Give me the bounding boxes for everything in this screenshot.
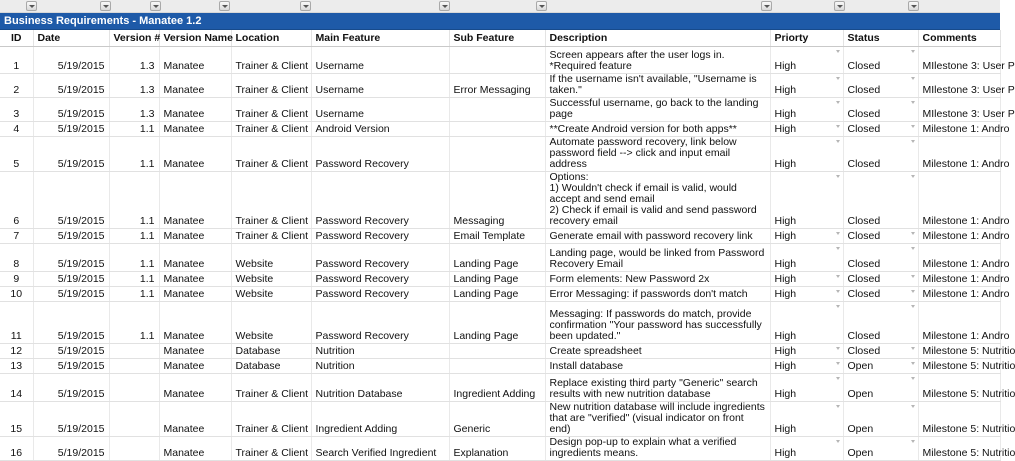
cell-description[interactable]: Options: 1) Wouldn't check if email is valid, would accept and send email 2) Check if email is valid and send password recovery email xyxy=(545,171,770,228)
column-filter-button[interactable] xyxy=(834,1,845,11)
cell-location[interactable]: Database xyxy=(231,358,311,373)
cell-main-feature[interactable]: Username xyxy=(311,46,449,73)
cell-sub-feature[interactable] xyxy=(449,343,545,358)
cell-location[interactable]: Trainer & Client xyxy=(231,436,311,460)
cell-version-name[interactable]: Manatee xyxy=(159,286,231,301)
header-row xyxy=(0,30,1000,46)
cell-status[interactable]: Open xyxy=(843,358,918,373)
cell-date[interactable]: 5/19/2015 xyxy=(33,121,109,136)
table-row[interactable] xyxy=(0,271,1000,286)
cell-sub-feature[interactable] xyxy=(449,358,545,373)
cell-status[interactable]: Closed xyxy=(843,97,918,121)
cell-sub-feature[interactable]: Messaging xyxy=(449,171,545,228)
cell-status[interactable]: Closed xyxy=(843,271,918,286)
cell-main-feature[interactable]: Username xyxy=(311,73,449,97)
cell-sub-feature[interactable]: Ingredient Adding xyxy=(449,373,545,401)
cell-date[interactable]: 5/19/2015 xyxy=(33,271,109,286)
cell-main-feature[interactable]: Nutrition Database xyxy=(311,373,449,401)
cell-sub-feature[interactable]: Landing Page xyxy=(449,286,545,301)
cell-location[interactable]: Website xyxy=(231,286,311,301)
cell-date[interactable]: 5/19/2015 xyxy=(33,243,109,271)
cell-comments[interactable]: MIlestone 3: User P xyxy=(918,73,1000,97)
cell-id[interactable]: 12 xyxy=(0,343,33,358)
cell-priority[interactable]: High xyxy=(770,46,843,73)
cell-description[interactable]: Successful username, go back to the landing page xyxy=(545,97,770,121)
cell-status[interactable]: Closed xyxy=(843,301,918,343)
cell-priority[interactable]: High xyxy=(770,136,843,171)
cell-location[interactable]: Trainer & Client xyxy=(231,171,311,228)
cell-location[interactable]: Trainer & Client xyxy=(231,97,311,121)
cell-description[interactable]: Replace existing third party "Generic" search results with new nutrition database xyxy=(545,373,770,401)
column-filter-button[interactable] xyxy=(26,1,37,11)
column-header-version[interactable]: Version # xyxy=(109,30,159,46)
cell-description[interactable]: Landing page, would be linked from Password Recovery Email xyxy=(545,243,770,271)
cell-sub-feature[interactable] xyxy=(449,136,545,171)
cell-date[interactable]: 5/19/2015 xyxy=(33,373,109,401)
table-row[interactable] xyxy=(0,73,1000,97)
table-row[interactable] xyxy=(0,401,1000,436)
cell-priority[interactable]: High xyxy=(770,436,843,460)
cell-description[interactable]: Screen appears after the user logs in. *Required feature xyxy=(545,46,770,73)
cell-description[interactable]: If the username isn't available, "Username is taken." xyxy=(545,73,770,97)
column-header-version-name[interactable]: Version Name xyxy=(159,30,231,46)
cell-comments[interactable]: Milestone 5: Nutritio xyxy=(918,401,1000,436)
cell-priority[interactable]: High xyxy=(770,243,843,271)
table-row[interactable] xyxy=(0,358,1000,373)
cell-priority[interactable]: High xyxy=(770,271,843,286)
cell-version-name[interactable]: Manatee xyxy=(159,97,231,121)
cell-date[interactable]: 5/19/2015 xyxy=(33,301,109,343)
cell-main-feature[interactable]: Nutrition xyxy=(311,343,449,358)
cell-description[interactable]: Generate email with password recovery link xyxy=(545,228,770,243)
cell-description[interactable]: New nutrition database will include ingredients that are "verified" (visual indicator on front end) xyxy=(545,401,770,436)
cell-status[interactable]: Open xyxy=(843,436,918,460)
cell-comments[interactable]: MIlestone 3: User P xyxy=(918,97,1000,121)
cell-version-name[interactable]: Manatee xyxy=(159,171,231,228)
cell-version[interactable] xyxy=(109,436,159,460)
cell-main-feature[interactable]: Password Recovery xyxy=(311,228,449,243)
column-header-sub-feature[interactable]: Sub Feature xyxy=(449,30,545,46)
requirements-table xyxy=(0,30,1015,461)
column-filter-button[interactable] xyxy=(908,1,919,11)
cell-comments[interactable]: Milestone 5: Nutritio xyxy=(918,436,1000,460)
cell-id[interactable]: 3 xyxy=(0,97,33,121)
cell-main-feature[interactable]: Search Verified Ingredient xyxy=(311,436,449,460)
cell-location[interactable]: Website xyxy=(231,271,311,286)
cell-main-feature[interactable]: Ingredient Adding xyxy=(311,401,449,436)
cell-comments[interactable]: Milestone 1: Andro xyxy=(918,228,1000,243)
cell-id[interactable]: 4 xyxy=(0,121,33,136)
cell-sub-feature[interactable] xyxy=(449,46,545,73)
table-row[interactable] xyxy=(0,228,1000,243)
cell-description[interactable]: **Create Android version for both apps** xyxy=(545,121,770,136)
cell-version-name[interactable]: Manatee xyxy=(159,358,231,373)
cell-description[interactable]: Form elements: New Password 2x xyxy=(545,271,770,286)
cell-id[interactable]: 13 xyxy=(0,358,33,373)
cell-version[interactable] xyxy=(109,373,159,401)
column-filter-button[interactable] xyxy=(100,1,111,11)
cell-id[interactable]: 11 xyxy=(0,301,33,343)
cell-version[interactable]: 1.1 xyxy=(109,301,159,343)
cell-version[interactable] xyxy=(109,343,159,358)
cell-id[interactable]: 9 xyxy=(0,271,33,286)
cell-location[interactable]: Database xyxy=(231,343,311,358)
cell-id[interactable]: 2 xyxy=(0,73,33,97)
column-filter-button[interactable] xyxy=(439,1,450,11)
cell-main-feature[interactable]: Username xyxy=(311,97,449,121)
cell-main-feature[interactable]: Password Recovery xyxy=(311,286,449,301)
cell-comments[interactable]: Milestone 1: Andro xyxy=(918,171,1000,228)
cell-id[interactable]: 7 xyxy=(0,228,33,243)
cell-priority[interactable]: High xyxy=(770,401,843,436)
cell-version-name[interactable]: Manatee xyxy=(159,228,231,243)
cell-version[interactable]: 1.3 xyxy=(109,46,159,73)
cell-priority[interactable]: High xyxy=(770,286,843,301)
cell-comments[interactable]: Milestone 5: Nutritio xyxy=(918,373,1000,401)
cell-description[interactable]: Design pop-up to explain what a verified ingredients means. xyxy=(545,436,770,460)
cell-location[interactable]: Trainer & Client xyxy=(231,401,311,436)
cell-status[interactable]: Closed xyxy=(843,121,918,136)
cell-priority[interactable]: High xyxy=(770,343,843,358)
cell-version-name[interactable]: Manatee xyxy=(159,343,231,358)
cell-version-name[interactable]: Manatee xyxy=(159,373,231,401)
cell-main-feature[interactable]: Password Recovery xyxy=(311,271,449,286)
cell-date[interactable]: 5/19/2015 xyxy=(33,436,109,460)
cell-status[interactable]: Closed xyxy=(843,343,918,358)
column-header-priority[interactable]: Priorty xyxy=(770,30,843,46)
cell-id[interactable]: 15 xyxy=(0,401,33,436)
cell-status[interactable]: Closed xyxy=(843,228,918,243)
cell-priority[interactable]: High xyxy=(770,171,843,228)
cell-date[interactable]: 5/19/2015 xyxy=(33,358,109,373)
filter-row xyxy=(0,0,1000,13)
column-header-comments[interactable]: Comments xyxy=(918,30,1000,46)
cell-version[interactable]: 1.1 xyxy=(109,243,159,271)
cell-status[interactable]: Closed xyxy=(843,171,918,228)
cell-id[interactable]: 8 xyxy=(0,243,33,271)
cell-version[interactable] xyxy=(109,358,159,373)
cell-date[interactable]: 5/19/2015 xyxy=(33,171,109,228)
cell-location[interactable]: Trainer & Client xyxy=(231,373,311,401)
cell-priority[interactable]: High xyxy=(770,73,843,97)
cell-date[interactable]: 5/19/2015 xyxy=(33,46,109,73)
cell-location[interactable]: Trainer & Client xyxy=(231,73,311,97)
table-row[interactable] xyxy=(0,343,1000,358)
cell-date[interactable]: 5/19/2015 xyxy=(33,97,109,121)
table-row[interactable] xyxy=(0,243,1000,271)
cell-date[interactable]: 5/19/2015 xyxy=(33,286,109,301)
cell-version-name[interactable]: Manatee xyxy=(159,271,231,286)
cell-id[interactable]: 10 xyxy=(0,286,33,301)
cell-version-name[interactable]: Manatee xyxy=(159,243,231,271)
cell-version[interactable]: 1.1 xyxy=(109,136,159,171)
cell-sub-feature[interactable] xyxy=(449,97,545,121)
cell-sub-feature[interactable]: Landing Page xyxy=(449,301,545,343)
cell-main-feature[interactable]: Password Recovery xyxy=(311,136,449,171)
cell-version[interactable]: 1.1 xyxy=(109,271,159,286)
cell-comments[interactable]: Milestone 5: Nutritio xyxy=(918,358,1000,373)
table-row[interactable] xyxy=(0,436,1000,460)
cell-description[interactable]: Install database xyxy=(545,358,770,373)
cell-status[interactable]: Closed xyxy=(843,286,918,301)
cell-id[interactable]: 1 xyxy=(0,46,33,73)
table-row[interactable] xyxy=(0,46,1000,73)
column-header-main-feature[interactable]: Main Feature xyxy=(311,30,449,46)
column-filter-button[interactable] xyxy=(536,1,547,11)
column-filter-button[interactable] xyxy=(219,1,230,11)
cell-status[interactable]: Open xyxy=(843,401,918,436)
cell-sub-feature[interactable]: Generic xyxy=(449,401,545,436)
cell-main-feature[interactable]: Nutrition xyxy=(311,358,449,373)
cell-main-feature[interactable]: Password Recovery xyxy=(311,171,449,228)
column-header-id[interactable]: ID xyxy=(0,30,33,46)
table-row[interactable] xyxy=(0,171,1000,228)
cell-priority[interactable]: High xyxy=(770,373,843,401)
cell-version[interactable] xyxy=(109,401,159,436)
column-header-status[interactable]: Status xyxy=(843,30,918,46)
cell-comments[interactable]: Milestone 1: Andro xyxy=(918,301,1000,343)
cell-location[interactable]: Trainer & Client xyxy=(231,121,311,136)
cell-priority[interactable]: High xyxy=(770,121,843,136)
cell-comments[interactable]: Milestone 1: Andro xyxy=(918,271,1000,286)
column-header-description[interactable]: Description xyxy=(545,30,770,46)
cell-date[interactable]: 5/19/2015 xyxy=(33,401,109,436)
cell-main-feature[interactable]: Password Recovery xyxy=(311,301,449,343)
cell-location[interactable]: Trainer & Client xyxy=(231,46,311,73)
cell-id[interactable]: 5 xyxy=(0,136,33,171)
column-filter-button[interactable] xyxy=(150,1,161,11)
cell-version-name[interactable]: Manatee xyxy=(159,136,231,171)
cell-description[interactable]: Automate password recovery, link below password field --> click and input email address xyxy=(545,136,770,171)
cell-comments[interactable]: Milestone 1: Andro xyxy=(918,136,1000,171)
column-filter-button[interactable] xyxy=(761,1,772,11)
cell-location[interactable]: Website xyxy=(231,243,311,271)
cell-priority[interactable]: High xyxy=(770,228,843,243)
cell-id[interactable]: 16 xyxy=(0,436,33,460)
cell-comments[interactable]: Milestone 1: Andro xyxy=(918,243,1000,271)
cell-sub-feature[interactable]: Landing Page xyxy=(449,243,545,271)
sheet-title: Business Requirements - Manatee 1.2 xyxy=(0,13,1000,30)
cell-status[interactable]: Closed xyxy=(843,73,918,97)
cell-description[interactable]: Create spreadsheet xyxy=(545,343,770,358)
cell-priority[interactable]: High xyxy=(770,97,843,121)
cell-comments[interactable]: Milestone 1: Andro xyxy=(918,121,1000,136)
cell-version-name[interactable]: Manatee xyxy=(159,301,231,343)
table-row[interactable] xyxy=(0,121,1000,136)
cell-comments[interactable]: Milestone 5: Nutritio xyxy=(918,343,1000,358)
cell-priority[interactable]: High xyxy=(770,301,843,343)
column-header-date[interactable]: Date xyxy=(33,30,109,46)
cell-location[interactable]: Trainer & Client xyxy=(231,136,311,171)
column-filter-button[interactable] xyxy=(300,1,311,11)
cell-version[interactable]: 1.3 xyxy=(109,97,159,121)
cell-status[interactable]: Closed xyxy=(843,46,918,73)
cell-location[interactable]: Website xyxy=(231,301,311,343)
cell-comments[interactable]: MIlestone 3: User P xyxy=(918,46,1000,73)
cell-sub-feature[interactable]: Error Messaging xyxy=(449,73,545,97)
cell-id[interactable]: 6 xyxy=(0,171,33,228)
cell-version[interactable]: 1.1 xyxy=(109,228,159,243)
cell-version-name[interactable]: Manatee xyxy=(159,401,231,436)
cell-sub-feature[interactable] xyxy=(449,121,545,136)
cell-description[interactable]: Messaging: If passwords do match, provide confirmation "Your password has successfully been updated." xyxy=(545,301,770,343)
cell-version-name[interactable]: Manatee xyxy=(159,121,231,136)
cell-description[interactable]: Error Messaging: if passwords don't match xyxy=(545,286,770,301)
table-row[interactable] xyxy=(0,286,1000,301)
table-row[interactable] xyxy=(0,136,1000,171)
cell-location[interactable]: Trainer & Client xyxy=(231,228,311,243)
cell-sub-feature[interactable]: Explanation xyxy=(449,436,545,460)
table-row[interactable] xyxy=(0,373,1000,401)
cell-version-name[interactable]: Manatee xyxy=(159,436,231,460)
cell-comments[interactable]: Milestone 1: Andro xyxy=(918,286,1000,301)
cell-sub-feature[interactable]: Email Template xyxy=(449,228,545,243)
cell-version[interactable]: 1.1 xyxy=(109,121,159,136)
cell-date[interactable]: 5/19/2015 xyxy=(33,136,109,171)
cell-id[interactable]: 14 xyxy=(0,373,33,401)
cell-version-name[interactable]: Manatee xyxy=(159,46,231,73)
table-row[interactable] xyxy=(0,301,1000,343)
cell-version[interactable]: 1.3 xyxy=(109,73,159,97)
table-row[interactable] xyxy=(0,97,1000,121)
column-header-location[interactable]: Location xyxy=(231,30,311,46)
cell-main-feature[interactable]: Android Version xyxy=(311,121,449,136)
cell-status[interactable]: Closed xyxy=(843,243,918,271)
cell-status[interactable]: Closed xyxy=(843,136,918,171)
cell-version[interactable]: 1.1 xyxy=(109,171,159,228)
cell-main-feature[interactable]: Password Recovery xyxy=(311,243,449,271)
cell-date[interactable]: 5/19/2015 xyxy=(33,73,109,97)
cell-date[interactable]: 5/19/2015 xyxy=(33,343,109,358)
cell-sub-feature[interactable]: Landing Page xyxy=(449,271,545,286)
cell-priority[interactable]: High xyxy=(770,358,843,373)
cell-date[interactable]: 5/19/2015 xyxy=(33,228,109,243)
cell-version-name[interactable]: Manatee xyxy=(159,73,231,97)
table-body xyxy=(0,46,1015,460)
cell-status[interactable]: Open xyxy=(843,373,918,401)
cell-version[interactable]: 1.1 xyxy=(109,286,159,301)
